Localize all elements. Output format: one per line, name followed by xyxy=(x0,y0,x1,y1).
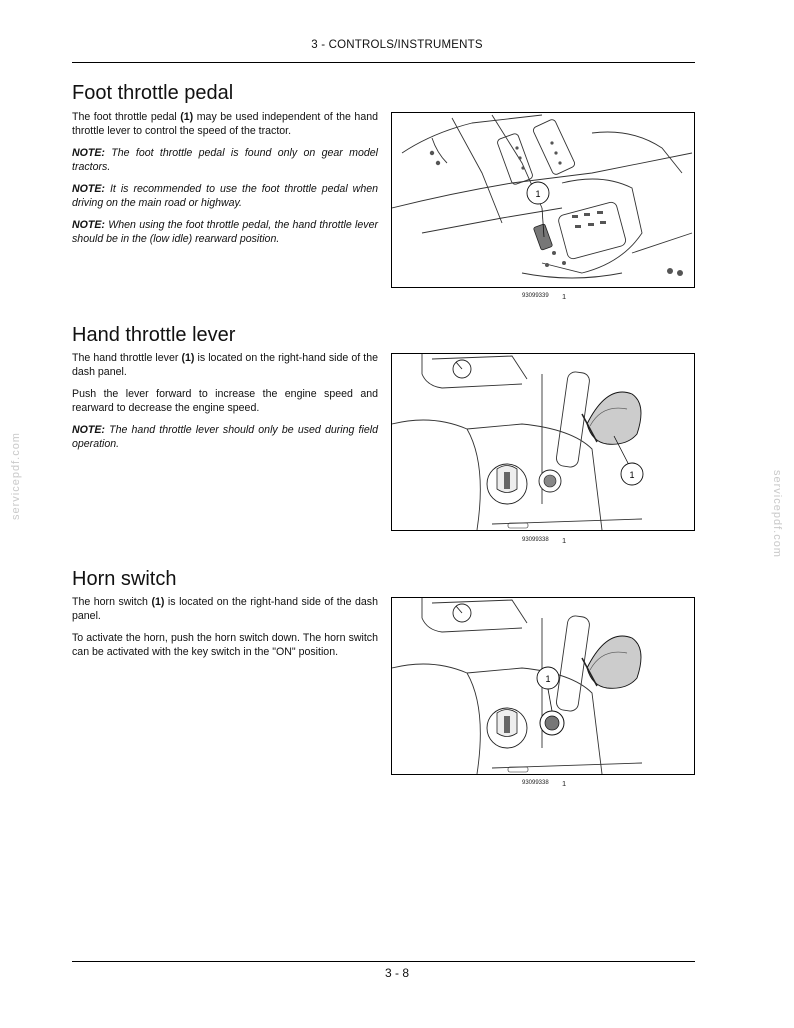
figure-number: 1 xyxy=(562,536,567,545)
header-rule xyxy=(72,62,695,63)
horn-switch-illustration xyxy=(392,598,694,774)
callout-label: 1 xyxy=(535,189,541,199)
foot-pedal-illustration xyxy=(392,113,694,287)
note-label: NOTE: xyxy=(72,219,105,231)
horn-switch-part xyxy=(540,711,564,735)
figure-code: 93099339 xyxy=(522,293,549,299)
section-body xyxy=(72,351,378,459)
paragraph xyxy=(72,351,378,379)
gauge-icon xyxy=(453,360,471,378)
figure-foot-pedal xyxy=(391,112,695,288)
paragraph-text: Push the lever forward to increase the engine speed and rearward to decrease the engine speed. xyxy=(72,388,378,414)
section-title: Hand throttle lever xyxy=(72,324,236,346)
note-label: NOTE: xyxy=(72,147,105,159)
callout-marker xyxy=(621,463,643,485)
throttle-lever-part xyxy=(582,636,641,688)
note-text: The foot throttle pedal is found only on gear model tractors. xyxy=(72,147,378,173)
rotary-knob xyxy=(487,708,527,748)
figure-number: 1 xyxy=(562,779,567,788)
paragraph xyxy=(72,387,378,415)
figure-code: 93099338 xyxy=(522,537,549,543)
horn-switch-part xyxy=(539,470,561,492)
callout-marker xyxy=(527,182,549,204)
paragraph-text: The foot throttle pedal xyxy=(72,111,181,123)
note-label: NOTE: xyxy=(72,424,105,436)
throttle-lever-part xyxy=(582,392,641,444)
watermark-left: servicepdf.com xyxy=(10,432,22,520)
figure-horn-switch xyxy=(391,597,695,775)
figure-code: 93099338 xyxy=(522,780,549,786)
paragraph xyxy=(72,595,378,623)
note xyxy=(72,182,378,210)
note-text: When using the foot throttle pedal, the hand throttle lever should be in the (low idle) rearward position. xyxy=(72,219,378,245)
note-text: It is recommended to use the foot throttle pedal when driving on the main road or highway. xyxy=(72,183,378,209)
callout-marker xyxy=(537,667,559,689)
hand-throttle-illustration xyxy=(392,354,694,530)
callout-leader xyxy=(548,689,552,711)
throttle-pedal-part xyxy=(533,208,552,250)
note-label: NOTE: xyxy=(72,183,105,195)
paragraph-text: may be used independent of the hand throttle lever to control the speed of the tractor. xyxy=(72,111,378,137)
figure-hand-throttle xyxy=(391,353,695,531)
figure-number: 1 xyxy=(562,292,567,301)
note xyxy=(72,146,378,174)
section-body xyxy=(72,110,378,254)
paragraph-text: The horn switch xyxy=(72,596,152,608)
chapter-title: 3 - CONTROLS/INSTRUMENTS xyxy=(311,39,483,51)
section-title: Horn switch xyxy=(72,568,177,590)
callout-ref: (1) xyxy=(180,111,194,123)
footer-rule xyxy=(72,961,695,962)
callout-label: 1 xyxy=(545,674,551,684)
callout-ref: (1) xyxy=(181,352,195,364)
callout-label: 1 xyxy=(629,470,635,480)
watermark-right: servicepdf.com xyxy=(771,470,783,558)
note xyxy=(72,423,378,451)
paragraph-text: is located on the right-hand side of the dash panel. xyxy=(72,596,378,622)
gauge-icon xyxy=(453,604,471,622)
note xyxy=(72,218,378,246)
paragraph xyxy=(72,110,378,138)
page-number: 3 - 8 xyxy=(384,966,409,980)
paragraph-text: To activate the horn, push the horn switch down. The horn switch can be activated with the key switch in the "ON" position. xyxy=(72,632,378,658)
note-text: The hand throttle lever should only be used during field operation. xyxy=(72,424,378,450)
section-title: Foot throttle pedal xyxy=(72,82,234,104)
rotary-knob xyxy=(487,464,527,504)
section-body xyxy=(72,595,378,667)
paragraph xyxy=(72,631,378,659)
paragraph-text: The hand throttle lever xyxy=(72,352,182,364)
callout-ref: (1) xyxy=(151,596,165,608)
paragraph-text: is located on the right-hand side of the dash panel. xyxy=(72,352,378,378)
